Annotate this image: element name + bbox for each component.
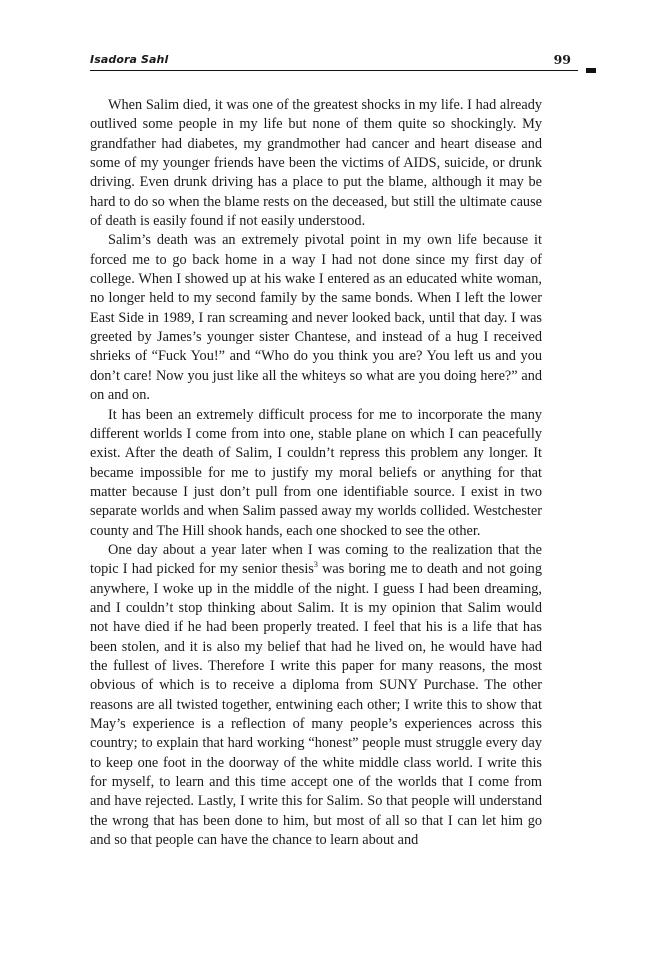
paragraph-4 [90,541,542,851]
paragraph-1: When Salim died, it was one of the greatest shocks in my life. I had already outlived some people in my life but none of them quite so shockingly. My grandfather had diabetes, my grandmother had cancer and heart disease and some of my younger friends have been the victims of AIDS, suicide, or drunk driving. Even drunk driving has a place to put the blame, although it may be hard to do so when the blame rests on the deceased, but still the ultimate cause of death is easily found if not easily understood. [90,97,542,230]
page-number: 99 [553,52,571,67]
paragraph-4-text-before: One day about a year later when I was coming to the realization that the topic I had picked for my senior thesis [90,541,542,578]
paragraph-4-text-after: was boring me to death and not going anywhere, I woke up in the middle of the night. I guess I had been dreaming, and I couldn’t stop thinking about Salim. It is my opinion that Salim would not have died if he had been properly treated. I feel that his is a life that has been stolen, and it is also my belief that had he lived on, he would have had the fullest of lives. Therefore I write this paper for many reasons, the most obvious of which is to receive a diploma from SUNY Purchase. The other reasons are all twisted together, entwining each other; I write this to show that May’s experience is a reflection of many people’s experiences across this country; to explain that hard working “honest” people must struggle every day to keep one foot in the doorway of the white middle class world. I write this for myself, to learn and this time accept one of the worlds that I come from and have rejected. Lastly, I write this for Salim. So that people will understand the wrong that has been done to him, but most of all so that I can let him go and so that people can have the chance to learn about and [90,561,542,849]
paragraph-3: It has been an extremely difficult process for me to incorporate the many different worlds I come from into one, stable plane on which I can peacefully exist. After the death of Salim, I couldn’t repress this problem any longer. It became impossible for me to justify my moral beliefs or anything for that matter because I just don’t pull from one identifiable source. I exist in two separate worlds and when Salim passed away my worlds collided. Westchester county and The Hill shook hands, each one shocked to see the other. [90,406,542,539]
running-header [90,50,571,72]
header-rule-marker [586,68,596,73]
paragraph-2: Salim’s death was an extremely pivotal point in my own life because it forced me to go back home in a way I had not done since my first day of college. When I showed up at his wake I entered as an educated white woman, no longer held to my second family by the same bonds. When I left the lower East Side in 1989, I ran screaming and never looked back, until that day. I was greeted by James’s younger sister Chantese, and instead of a hug I received shrieks of “Fuck You!” and “Who do you think you are? You left us and you don’t care! Now you just like all the whiteys so what are you doing here?” and on and on. [90,232,542,404]
footnote-mark: 3 [313,560,318,570]
running-head-author: Isadora Sahl [90,53,169,66]
header-rule [90,70,578,71]
body-text [90,96,542,850]
